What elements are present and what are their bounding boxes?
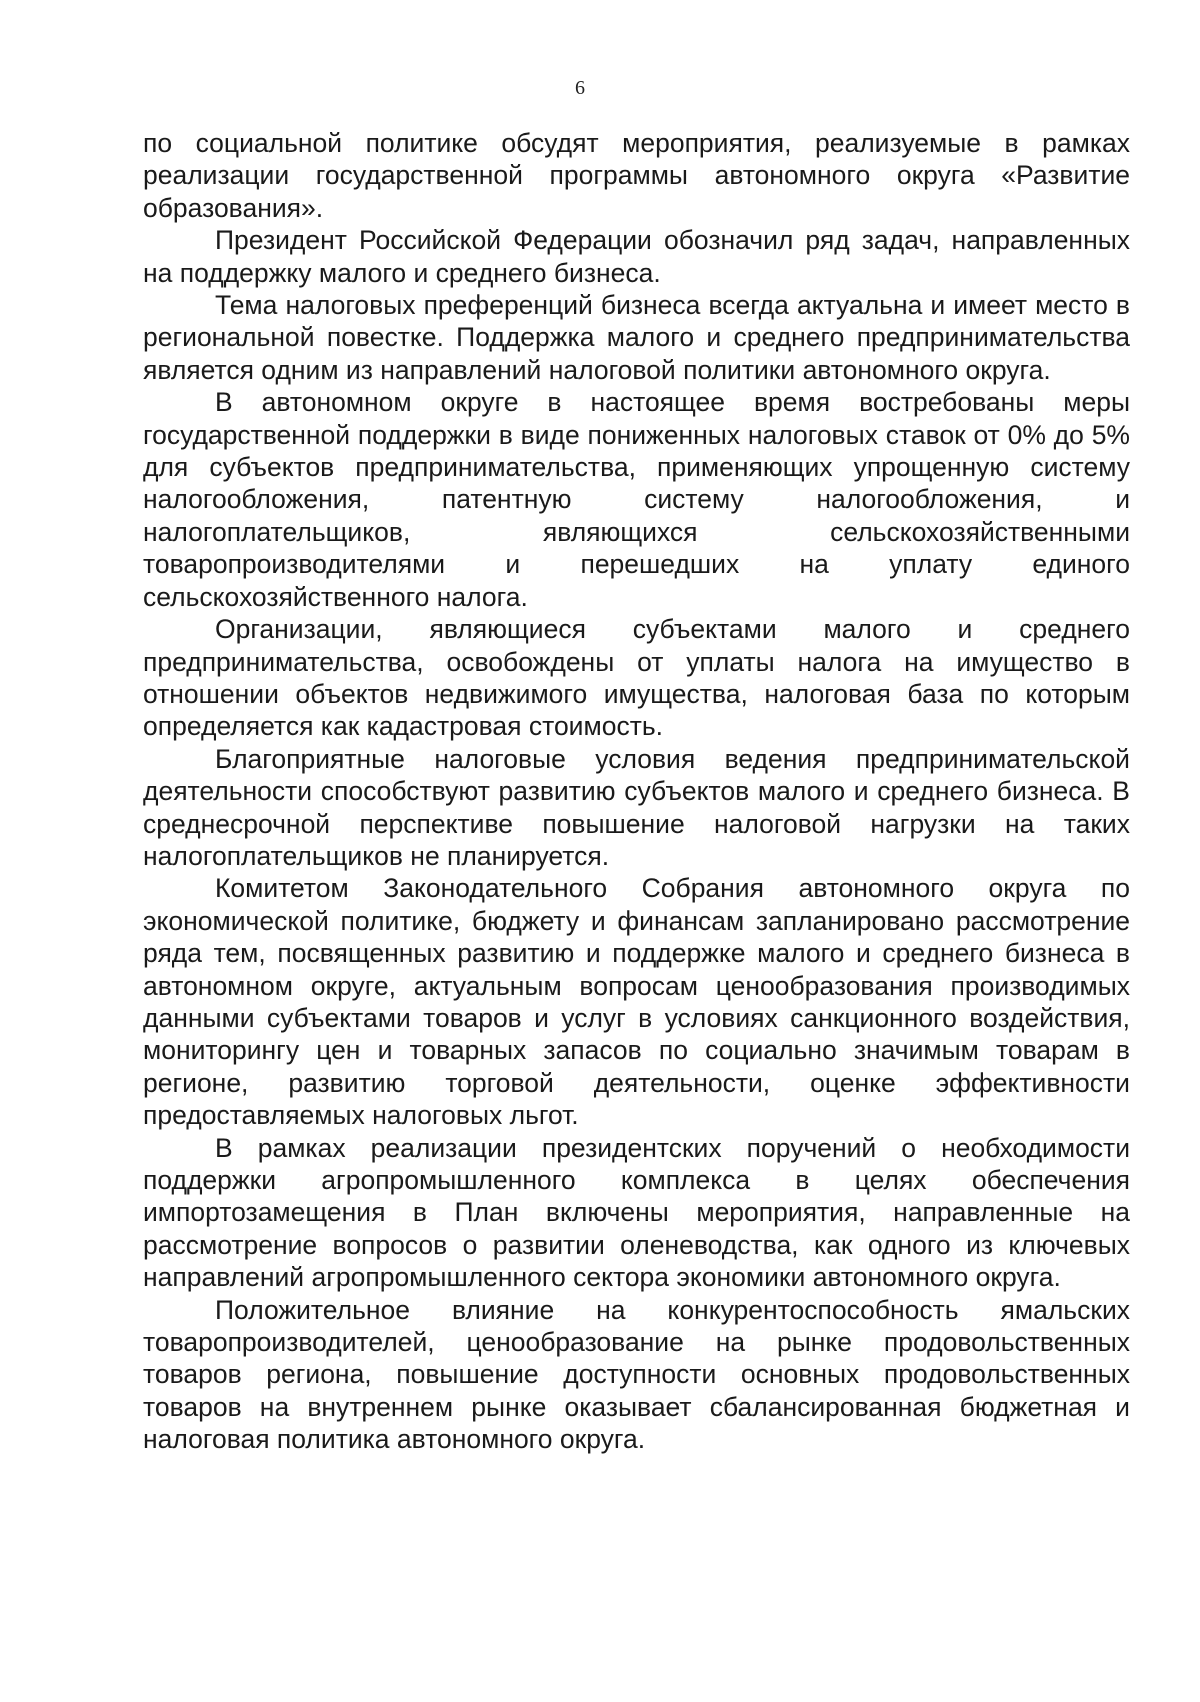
paragraph: Президент Российской Федерации обозначил ряд задач, направленных на поддержку малого и среднего бизнеса. bbox=[143, 225, 1130, 288]
paragraph: В рамках реализации президентских поручений о необходимости поддержки агропромышленного комплекса в целях обеспечения импортозамещения в План включены мероприятия, направленные на рассмотрение вопросов о развитии оленеводства, как одного из ключевых направлений агропромышленного сектора экономики автономного округа. bbox=[143, 1132, 1130, 1293]
paragraph: Тема налоговых преференций бизнеса всегда актуальна и имеет место в региональной повестке. Поддержка малого и среднего предпринимательства является одним из направлений налоговой политики автономного округа. bbox=[143, 290, 1130, 385]
paragraph: Организации, являющиеся субъектами малого и среднего предпринимательства, освобождены от уплаты налога на имущество в отношении объектов недвижимого имущества, налоговая база по которым определяется как кадастровая стоимость. bbox=[143, 614, 1130, 742]
paragraph: Положительное влияние на конкурентоспособность ямальских товаропроизводителей, ценообразование на рынке продовольственных товаров региона, повышение доступности основных продовольственных товаров на внутреннем рынке оказывает сбалансированная бюджетная и налоговая политика автономного округа. bbox=[143, 1294, 1130, 1455]
paragraph: Благоприятные налоговые условия ведения предпринимательской деятельности способствуют развитию субъектов малого и среднего бизнеса. В среднесрочной перспективе повышение налоговой нагрузки на таких налогоплательщиков не планируется. bbox=[143, 743, 1130, 871]
paragraph: по социальной политике обсудят мероприятия, реализуемые в рамках реализации государственной программы автономного округа «Развитие образования». bbox=[143, 128, 1130, 223]
document-body bbox=[143, 127, 1130, 1456]
page-number: 6 bbox=[575, 77, 585, 99]
paragraph: Комитетом Законодательного Собрания автономного округа по экономической политике, бюджету и финансам запланировано рассмотрение ряда тем, посвященных развитию и поддержке малого и среднего бизнеса в автономном округе, актуальным вопросам ценообразования производимых данными субъектами товаров и услуг в условиях санкционного воздействия, мониторингу цен и товарных запасов по социально значимым товарам в регионе, развитию торговой деятельности, оценке эффективности предоставляемых налоговых льгот. bbox=[143, 873, 1130, 1131]
paragraph: В автономном округе в настоящее время востребованы меры государственной поддержки в виде пониженных налоговых ставок от 0% до 5% для субъектов предпринимательства, применяющих упрощенную систему налогообложения, патентную систему налогообложения, и налогоплательщиков, являющихся сельскохозяйственными товаропроизводителями и перешедших на уплату единого сельскохозяйственного налога. bbox=[143, 387, 1130, 612]
